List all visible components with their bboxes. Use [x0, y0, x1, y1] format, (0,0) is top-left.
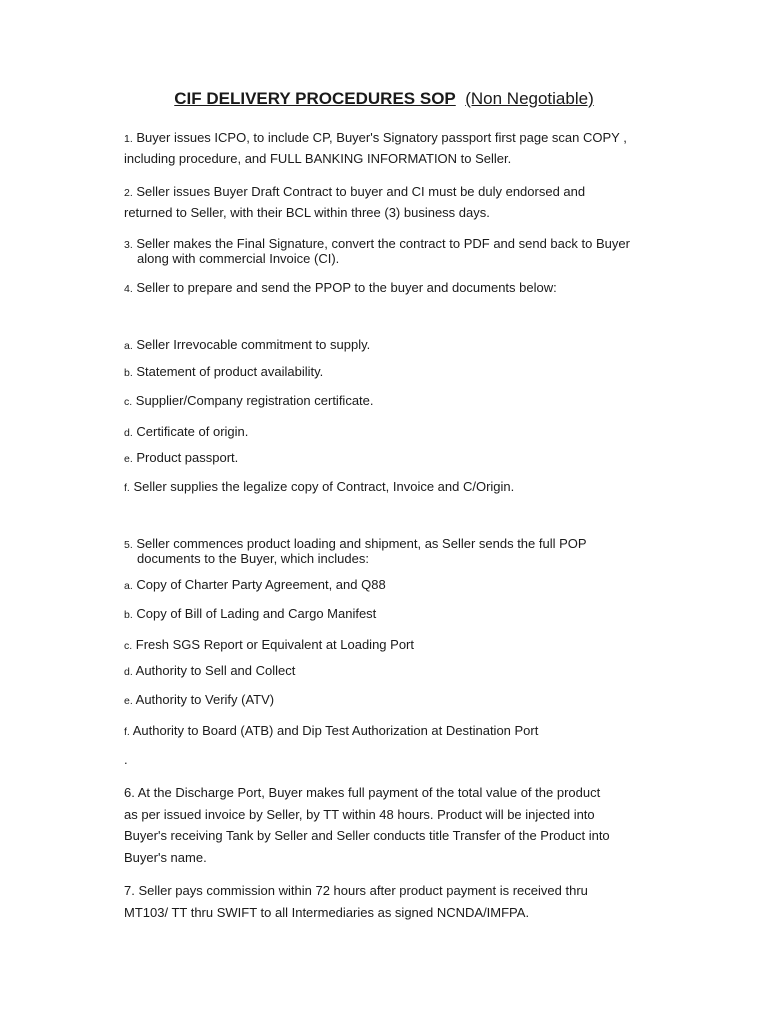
step-5-line-2: documents to the Buyer, which includes:	[137, 551, 369, 566]
list-item: c. Supplier/Company registration certificate.	[124, 393, 374, 408]
step-6-line-1: 6. At the Discharge Port, Buyer makes full payment of the total value of the product	[124, 785, 601, 800]
step-2-marker: 2.	[124, 187, 133, 199]
list-item-marker: c.	[124, 396, 133, 408]
list-item-marker: d.	[124, 666, 133, 678]
step-1-line-1: 1. Buyer issues ICPO, to include CP, Buyer's Signatory passport first page scan COPY ,	[124, 130, 627, 145]
step-1-line-2: including procedure, and FULL BANKING INFORMATION to Seller.	[124, 151, 512, 166]
document-title	[0, 87, 768, 111]
list-item: e. Authority to Verify (ATV)	[124, 692, 275, 707]
list-item: e. Product passport.	[124, 450, 239, 465]
step-4-marker: 4.	[124, 283, 133, 295]
step-6-line-3: Buyer's receiving Tank by Seller and Seller conducts title Transfer of the Product into	[124, 828, 610, 843]
list-item-marker: e.	[124, 453, 133, 465]
list-item-marker: b.	[124, 367, 133, 379]
list-item: c. Fresh SGS Report or Equivalent at Loading Port	[124, 637, 414, 652]
step-2-line-2: returned to Seller, with their BCL within three (3) business days.	[124, 205, 490, 220]
list-item: f. Authority to Board (ATB) and Dip Test Authorization at Destination Port	[124, 723, 539, 738]
step-5-line-1: 5. Seller commences product loading and shipment, as Seller sends the full POP	[124, 536, 587, 551]
list-item: d. Authority to Sell and Collect	[124, 663, 296, 678]
step-5-marker: 5.	[124, 539, 133, 551]
title-main: CIF DELIVERY PROCEDURES SOP	[174, 89, 456, 108]
step-4-line-1: 4. Seller to prepare and send the PPOP to the buyer and documents below:	[124, 280, 557, 295]
step-1-marker: 1.	[124, 133, 133, 145]
step-3-line-2: along with commercial Invoice (CI).	[137, 251, 340, 266]
step-3-marker: 3.	[124, 239, 133, 251]
list-item-marker: a.	[124, 340, 133, 352]
title-subtitle: (Non Negotiable)	[465, 89, 594, 108]
list-item-marker: e.	[124, 695, 133, 707]
stray-dot: .	[124, 752, 128, 767]
step-2-line-1: 2. Seller issues Buyer Draft Contract to buyer and CI must be duly endorsed and	[124, 184, 586, 199]
list-item: d. Certificate of origin.	[124, 424, 249, 439]
list-item-marker: d.	[124, 427, 133, 439]
list-item-marker: f.	[124, 482, 130, 494]
list-item-marker: c.	[124, 640, 133, 652]
list-item-marker: f.	[124, 726, 130, 738]
list-item: f. Seller supplies the legalize copy of Contract, Invoice and C/Origin.	[124, 479, 515, 494]
step-6-line-4: Buyer's name.	[124, 850, 207, 865]
step-7-line-2: MT103/ TT thru SWIFT to all Intermediaries as signed NCNDA/IMFPA.	[124, 905, 530, 920]
list-item: b. Copy of Bill of Lading and Cargo Manifest	[124, 606, 377, 621]
step-6-line-2: as per issued invoice by Seller, by TT within 48 hours. Product will be injected into	[124, 807, 595, 822]
step-3-line-1: 3. Seller makes the Final Signature, convert the contract to PDF and send back to Buyer	[124, 236, 630, 251]
list-item: a. Copy of Charter Party Agreement, and Q88	[124, 577, 386, 592]
list-item-marker: b.	[124, 609, 133, 621]
list-item: b. Statement of product availability.	[124, 364, 324, 379]
list-item: a. Seller Irrevocable commitment to supply.	[124, 337, 371, 352]
step-7-line-1: 7. Seller pays commission within 72 hours after product payment is received thru	[124, 883, 588, 898]
list-item-marker: a.	[124, 580, 133, 592]
